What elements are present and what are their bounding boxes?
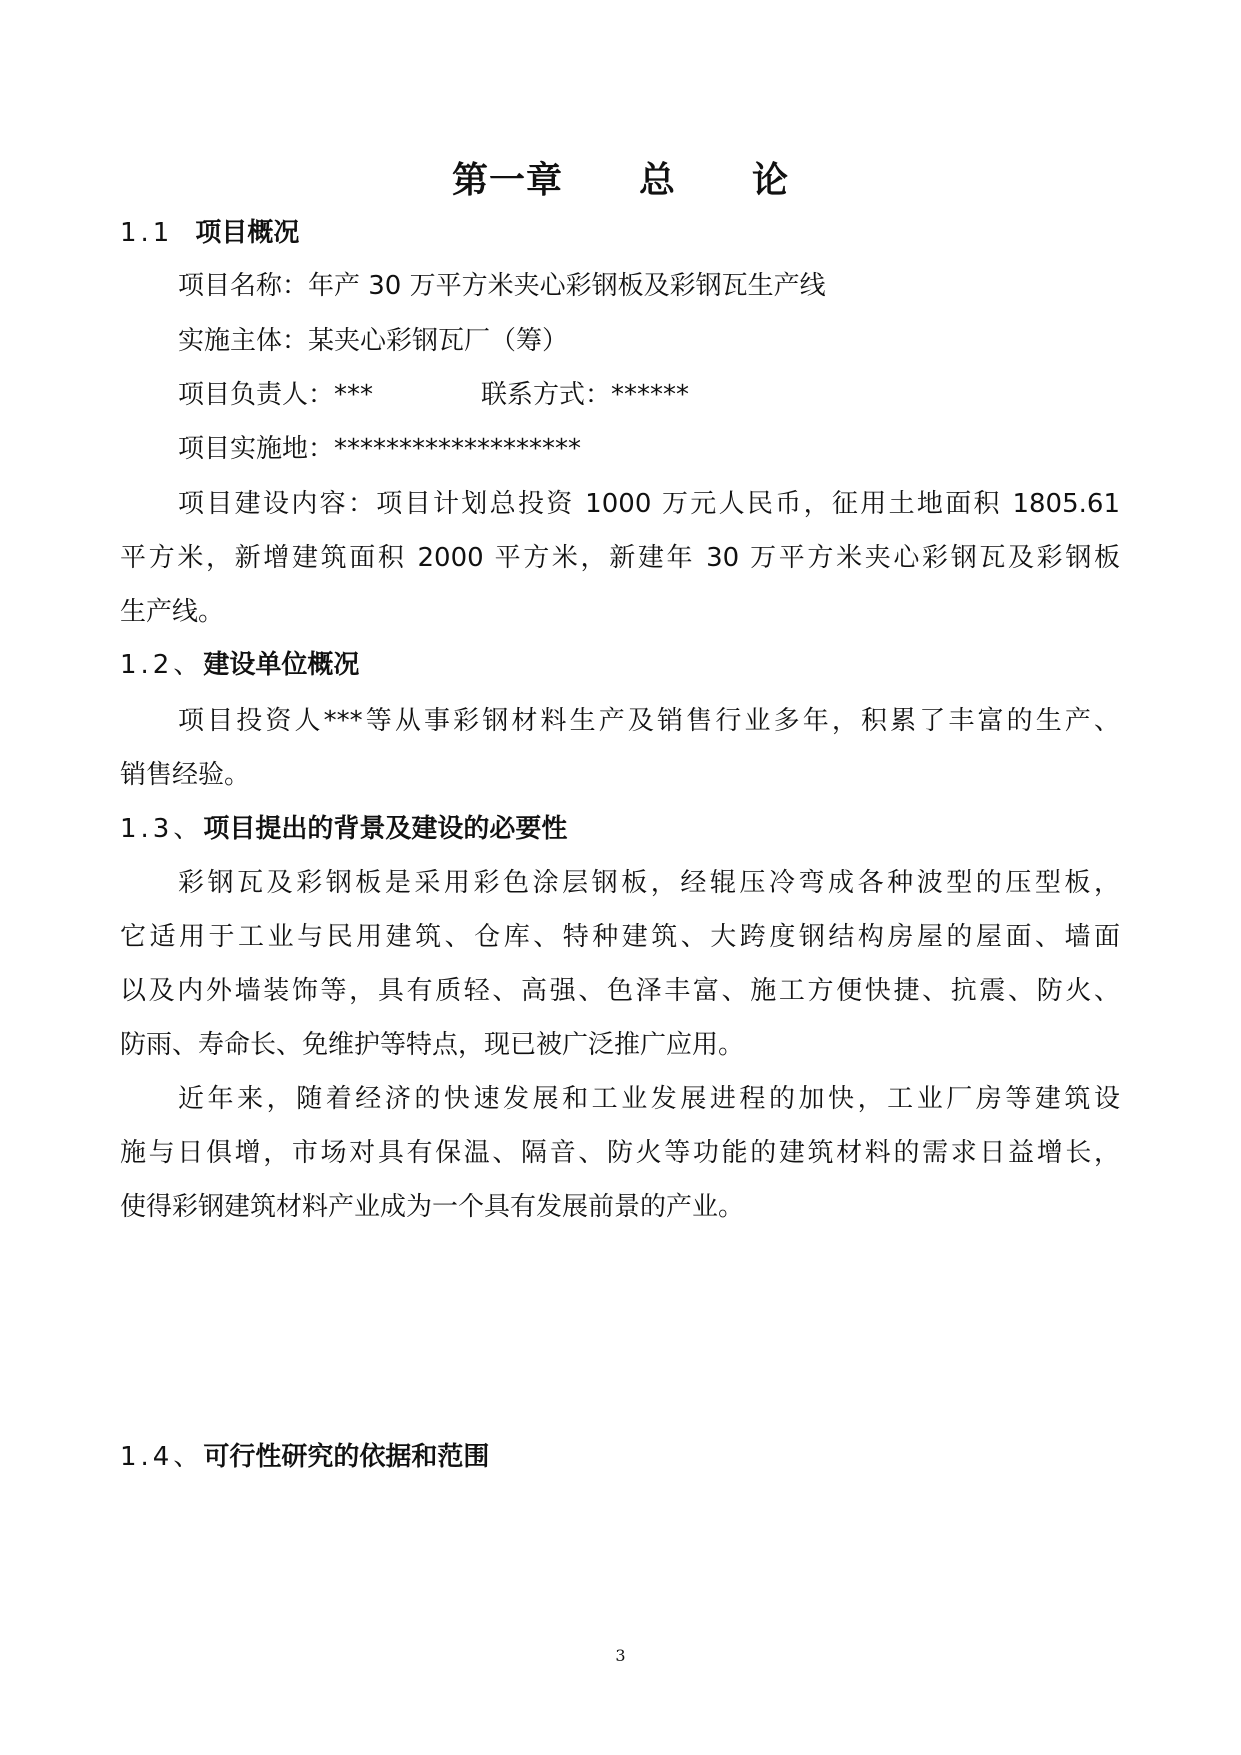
background-p2-line-3: 使得彩钢建筑材料产业成为一个具有发展前景的产业。 — [120, 1192, 745, 1222]
chapter-title-word-1: 总 — [638, 160, 676, 201]
page-number: 3 — [615, 1646, 626, 1665]
section-heading-1-2 — [120, 648, 359, 682]
section-number: 1.4、 — [120, 1442, 204, 1472]
section-heading-1-4 — [120, 1440, 489, 1474]
section-heading-1-3 — [120, 812, 567, 846]
background-p1-line-2: 它适用于工业与民用建筑、仓库、特种建筑、大跨度钢结构房屋的屋面、墙面 — [120, 922, 1120, 952]
project-contact: 联系方式：****** — [481, 380, 690, 410]
background-p1-line-4: 防雨、寿命长、免维护等特点，现已被广泛推广应用。 — [120, 1030, 745, 1060]
section-title: 可行性研究的依据和范围 — [203, 1442, 490, 1472]
background-p1-line-3: 以及内外墙装饰等，具有质轻、高强、色泽丰富、施工方便快捷、抗震、防火、 — [120, 976, 1120, 1006]
section-number: 1.3、 — [120, 814, 204, 844]
project-content-line-3: 生产线。 — [120, 597, 225, 627]
section-number: 1.1 — [120, 218, 174, 248]
background-p1-line-1: 彩钢瓦及彩钢板是采用彩色涂层钢板，经辊压冷弯成各种波型的压型板， — [178, 868, 1120, 898]
project-content-line-1: 项目建设内容：项目计划总投资 1000 万元人民币，征用土地面积 1805.61 — [178, 489, 1120, 519]
unit-overview-line-1: 项目投资人***等从事彩钢材料生产及销售行业多年，积累了丰富的生产、 — [178, 706, 1120, 736]
section-heading-1-1 — [120, 216, 299, 250]
section-title: 项目概况 — [195, 218, 300, 248]
section-title: 项目提出的背景及建设的必要性 — [203, 814, 568, 844]
project-content-line-2: 平方米，新增建筑面积 2000 平方米，新建年 30 万平方米夹心彩钢瓦及彩钢板 — [120, 543, 1120, 573]
chapter-title — [0, 152, 1241, 203]
project-owner-contact-line — [178, 378, 689, 412]
background-p2-line-1: 近年来，随着经济的快速发展和工业发展进程的加快，工业厂房等建筑设 — [178, 1084, 1120, 1114]
section-number: 1.2、 — [120, 650, 204, 680]
section-title: 建设单位概况 — [203, 650, 360, 680]
chapter-title-number: 第一章 — [451, 160, 563, 201]
chapter-title-word-2: 论 — [752, 160, 790, 201]
project-entity-line: 实施主体：某夹心彩钢瓦厂（筹） — [178, 326, 569, 356]
project-name-line: 项目名称：年产 30 万平方米夹心彩钢板及彩钢瓦生产线 — [178, 271, 826, 301]
background-p2-line-2: 施与日俱增，市场对具有保温、隔音、防火等功能的建筑材料的需求日益增长， — [120, 1138, 1120, 1168]
project-owner: 项目负责人：*** — [178, 380, 374, 410]
unit-overview-line-2: 销售经验。 — [120, 760, 251, 790]
project-site-line: 项目实施地：******************* — [178, 434, 582, 464]
